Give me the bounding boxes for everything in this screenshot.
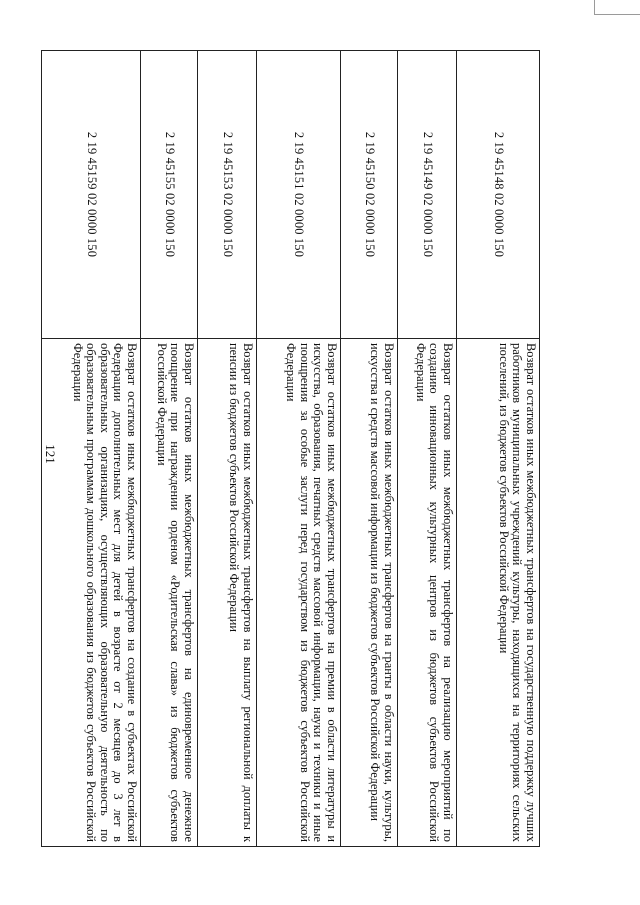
description-cell: Возврат остатков иных межбюджетных трансфертов на единовременное денежное поощрение при награждении орденом «Родительская слава» из бюджетов субъектов Российской Федерации [141,339,198,847]
budget-code-cell: 2 19 45159 02 0000 150 [42,51,141,339]
budget-code-cell: 2 19 45148 02 0000 150 [457,51,540,339]
table-row [398,51,457,847]
description-cell: Возврат остатков иных межбюджетных трансфертов на реализацию мероприятий по созданию инновационных культурных центров из бюджетов субъектов Российской Федерации [398,339,457,847]
budget-codes-table [41,50,540,847]
description-cell: Возврат остатков иных межбюджетных трансфертов на гранты в области науки, культуры, искусства и средств массовой информации из бюджетов субъектов Российской Федерации [341,339,398,847]
budget-code-cell: 2 19 45155 02 0000 150 [141,51,198,339]
table-row [141,51,198,847]
table-row [457,51,540,847]
scan-corner-mark [594,0,640,15]
table-row [257,51,341,847]
budget-code-cell: 2 19 45151 02 0000 150 [257,51,341,339]
description-cell: Возврат остатков иных межбюджетных трансфертов на создание в субъектах Российской Федерации дополнительных мест для детей в возрасте от 2 месяцев до 3 лет в образовательных организациях, осуществляющих образовательную деятельность по образовательным программам дошкольного образования из бюджетов субъектов Российской Федерации [42,339,141,847]
rotated-table-container [71,50,540,846]
budget-code-cell: 2 19 45150 02 0000 150 [341,51,398,339]
budget-code-cell: 2 19 45153 02 0000 150 [198,51,257,339]
table-row [42,51,141,847]
description-cell: Возврат остатков иных межбюджетных трансфертов на выплату региональной доплаты к пенсии из бюджетов субъектов Российской Федерации [198,339,257,847]
table-row [198,51,257,847]
description-cell: Возврат остатков иных межбюджетных трансфертов на премии в области литературы и искусства, образования, печатных средств массовой информации, науки и техники и иные поощрения за особые заслуги перед государством из бюджетов субъектов Российской Федерации [257,339,341,847]
page-number: 121 [43,444,58,464]
table-row [341,51,398,847]
budget-code-cell: 2 19 45149 02 0000 150 [398,51,457,339]
description-cell: Возврат остатков иных межбюджетных трансфертов на государственную поддержку лучших работников муниципальных учреждений культуры, находящихся на территориях сельских поселений, из бюджетов субъектов Российской Федерации [457,339,540,847]
